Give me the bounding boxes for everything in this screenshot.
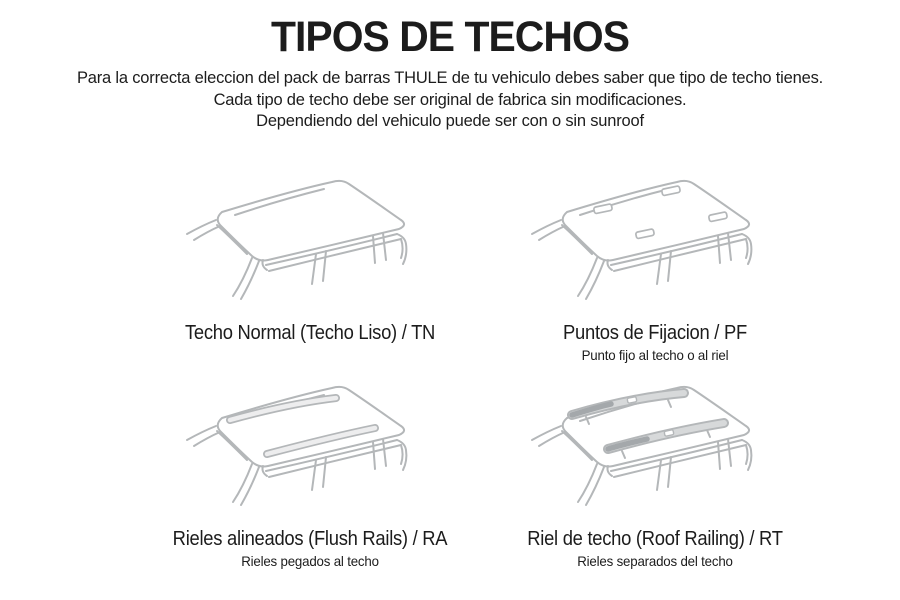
roof-type-label: Techo Normal (Techo Liso) / TN: [184, 322, 436, 344]
fixpoint-pad: [635, 229, 654, 239]
raised-rail: [572, 393, 684, 424]
flush-rail: [230, 398, 336, 420]
roof-type-card-tn: [125, 168, 495, 347]
car-roof-fixpoints-illustration: [485, 168, 825, 318]
roof-type-sublabel: Rieles separados del techo: [577, 553, 733, 569]
intro-line-1: Para la correcta eleccion del pack de barras THULE de tu vehiculo debes saber que tipo de techo tienes.: [76, 68, 824, 88]
fixpoint-pad: [661, 186, 680, 196]
car-roof-raised-rails-illustration: [485, 374, 825, 524]
roof-type-sublabel: Rieles pegados al techo: [241, 553, 379, 569]
roof-type-label: Riel de techo (Roof Railing) / RT: [527, 528, 783, 550]
fixpoint-pad: [593, 204, 612, 214]
page-title: TIPOS DE TECHOS: [270, 13, 630, 61]
roof-type-label: Puntos de Fijacion / PF: [563, 322, 747, 344]
roof-type-card-ra: [125, 374, 495, 569]
roof-type-label: Rieles alineados (Flush Rails) / RA: [172, 528, 448, 550]
intro-line-2: Cada tipo de techo debe ser original de fabrica sin modificaciones.: [213, 89, 687, 109]
roof-type-sublabel: Punto fijo al techo o al riel: [581, 347, 729, 363]
intro-line-3: Dependiendo del vehiculo puede ser con o sin sunroof: [256, 111, 644, 131]
car-roof-flush-rails-illustration: [140, 374, 480, 524]
fixpoint-pad: [708, 212, 727, 222]
roof-type-card-rt: [485, 374, 825, 569]
intro-text: [0, 67, 900, 132]
roof-type-card-pf: [485, 168, 825, 363]
car-roof-normal-illustration: [140, 168, 480, 318]
